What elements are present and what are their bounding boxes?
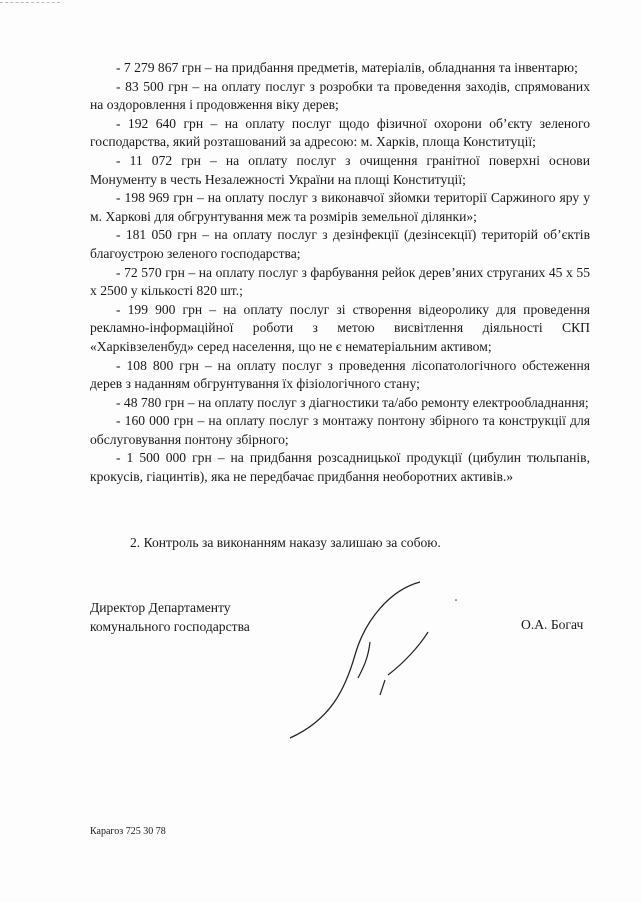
handwritten-signature	[270, 570, 470, 750]
signatory-title	[90, 599, 250, 636]
paragraph-7: - 72 570 грн – на оплату послуг з фарбування рейок дерев’яних струганих 45 х 55 х 2500 у кількості 820 шт.;	[90, 264, 590, 299]
executor-contact: Карагоз 725 30 78	[90, 826, 166, 837]
paragraph-2: - 83 500 грн – на оплату послуг з розробки та проведення заходів, спрямованих на оздоровлення і продовження віку дерев;	[90, 78, 590, 113]
paragraph-12: - 1 500 000 грн – на придбання розсадницької продукції (цибулин тюльпанів, крокусів, гіацинтів), яка не передбачає придбання необоротних активів.»	[90, 450, 590, 485]
paragraph-6: - 181 050 грн – на оплату послуг з дезінфекції (дезінсекції) територій об’єктів благоустрою зеленого господарства;	[90, 227, 590, 261]
paragraph-9: - 108 800 грн – на оплату послуг з проведення лісопатологічного обстеження дерев з наданням обгрунтування їх фізіологічного стану;	[90, 357, 590, 392]
paragraph-11: - 160 000 грн – на оплату послуг з монтажу понтону збірного та конструкції для обслуговування понтону збірного;	[90, 413, 590, 447]
paragraph-8: - 199 900 грн – на оплату послуг зі створення відеоролику для проведення рекламно-інформаційної роботи з метою висвітлення діяльності СКП «Харківзеленбуд» серед населення, що не є нематеріальним активом;	[90, 301, 590, 354]
signatory-title-line2: комунального господарства	[90, 618, 250, 634]
final-clause: 2. Контроль за виконанням наказу залишаю за собою.	[130, 535, 441, 550]
signatory-title-line1: Директор Департаменту	[90, 600, 231, 615]
paragraph-1: - 7 279 867 грн – на придбання предметів, матеріалів, обладнання та інвентарю;	[116, 60, 578, 75]
scan-artifact	[0, 2, 60, 4]
paragraph-5: - 198 969 грн – на оплату послуг з виконавчої зйомки території Саржиного яру у м. Харкові для обгрунтування меж та розмірів земельної ділянки»;	[90, 190, 590, 224]
order-body	[90, 59, 590, 487]
paragraph-10: - 48 780 грн – на оплату послуг з діагностики та/або ремонту електрообладнання;	[116, 394, 589, 410]
paragraph-4: - 11 072 грн – на оплату послуг з очищення гранітної поверхні основи Монументу в честь Незалежності України на площі Конституції;	[90, 152, 590, 187]
signatory-name: О.А. Богач	[521, 617, 584, 632]
paragraph-3: - 192 640 грн – на оплату послуг щодо фізичної охорони об’єкту зеленого господарства, який розташований за адресою: м. Харків, площа Конституції;	[90, 115, 590, 150]
